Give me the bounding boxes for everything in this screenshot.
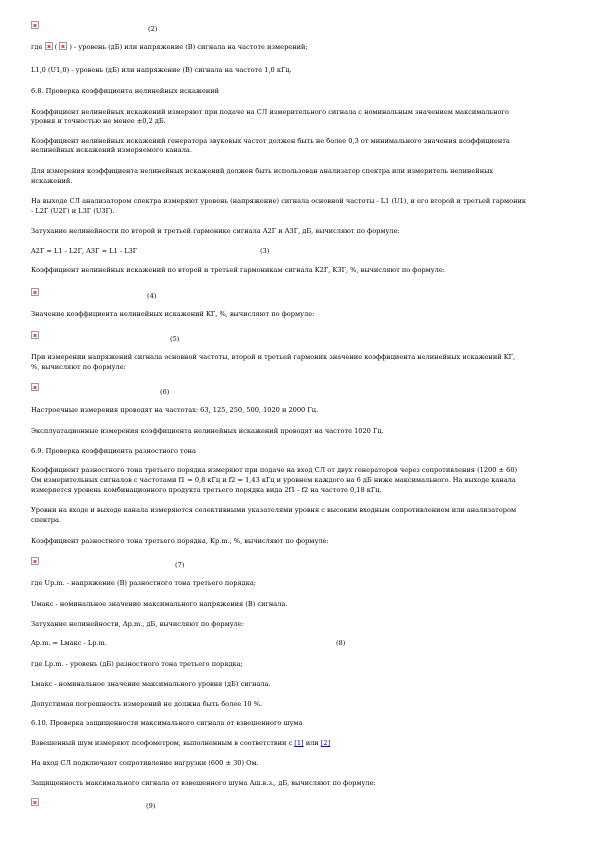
broken-image-icon bbox=[31, 557, 39, 565]
section-heading: 6.10. Проверка защищенности максимального сигнала от взвешенного шума bbox=[31, 719, 303, 727]
text-line: Затухание нелинейности, Ap.m., дБ, вычисляют по формуле: bbox=[31, 620, 244, 628]
equation-number: (7) bbox=[175, 561, 185, 569]
text-line: Настроечные измерения проводят на частотах: 63, 125, 250, 500, 1020 и 2000 Гц. bbox=[31, 406, 319, 414]
text-line bbox=[31, 739, 561, 748]
text-line: Lмакс - номинальное значение максимального уровня (дБ) сигнала. bbox=[31, 680, 271, 688]
text-line: Для измерения коэффициента нелинейных искажений должен быть использован анализатор спектра или измеритель нелинейных bbox=[31, 167, 494, 175]
text-fragment: ) - уровень (дБ) или напряжение (В) сигнала на частоте измерений; bbox=[67, 43, 308, 51]
text-line: На вход СЛ подключают сопротивление нагрузки (600 ± 30) Ом. bbox=[31, 759, 259, 767]
text-fragment: или bbox=[303, 739, 321, 747]
text-line: Значение коэффициента нелинейных искажений KГ, %, вычисляют по формуле: bbox=[31, 310, 315, 318]
equation-number: (2) bbox=[148, 25, 158, 33]
text-line: где Lp.m. - уровень (дБ) разностного тона третьего порядка; bbox=[31, 660, 243, 668]
formula-6-line bbox=[31, 383, 561, 393]
reference-link-1[interactable]: [1] bbox=[294, 739, 304, 747]
broken-image-icon bbox=[31, 21, 39, 29]
equation-number: (4) bbox=[147, 292, 157, 300]
text-line: Эксплуатационные измерения коэффициента нелинейных искажений проводят на частоте 1020 Гц. bbox=[31, 427, 384, 435]
text-line: где Up.m. - напряжение (В) разностного тона третьего порядка; bbox=[31, 579, 256, 587]
text-line: Коэффициент нелинейных искажений по второй и третьей гармоникам сигнала K2Г, K3Г, %, вычисляют по формуле: bbox=[31, 266, 445, 274]
text-line: - L2Г (U2Г) и L3Г (U3Г). bbox=[31, 207, 115, 215]
text-line: нелинейных искажений измеряемого канала. bbox=[31, 146, 192, 154]
formula-5-line bbox=[31, 331, 561, 341]
text-line: При измерении напряжений сигнала основной частоты, второй и третьей гармоник значение коэффициента нелинейных искажений KГ, bbox=[31, 353, 516, 361]
broken-image-icon bbox=[45, 42, 53, 50]
formula-line: A2Г = L1 - L2Г, A3Г = L1 - L3Г bbox=[31, 247, 138, 255]
reference-link-2[interactable]: [2] bbox=[320, 739, 331, 747]
section-heading: 6.9. Проверка коэффициента разностного тона bbox=[31, 447, 196, 455]
text-line: Уровни на входе и выходе канала измеряются селективными указателями уровня с высоким входным сопротивлением или анализатором bbox=[31, 506, 517, 514]
broken-image-icon bbox=[31, 331, 39, 339]
formula-7-line bbox=[31, 557, 561, 567]
text-line: искажений. bbox=[31, 177, 73, 185]
text-line: Затухание нелинейности по второй и третьей гармонике сигнала A2Г и A3Г, дБ, вычисляют по формуле: bbox=[31, 227, 400, 235]
text-line: На выходе СЛ анализатором спектра измеряют уровень (напряжение) сигнала основной частоты - L1 (U1), и его второй и третьей гармоник bbox=[31, 197, 526, 205]
text-line bbox=[31, 42, 561, 52]
text-line: измеряется уровень комбинационного продукта третьего порядка вида 2f1 - f2 на частоте 0,18 кГц. bbox=[31, 486, 382, 494]
formula-2-line bbox=[31, 21, 561, 31]
text-line: Коэффициент разностного тона третьего порядка измеряют при подаче на вход СЛ от двух генераторов через сопротивления (1200 ± 60) bbox=[31, 466, 518, 474]
section-heading: 6.8. Проверка коэффициента нелинейных искажений bbox=[31, 87, 220, 95]
equation-number: (9) bbox=[146, 802, 156, 810]
text-fragment: где bbox=[31, 43, 45, 51]
broken-image-icon bbox=[31, 383, 39, 391]
broken-image-icon bbox=[31, 288, 39, 296]
text-line: %, вычисляют по формуле: bbox=[31, 363, 126, 371]
text-line: Ом измерительных сигналов с частотами f1 = 0,8 кГц и f2 = 1,43 кГц и уровнем каждого на 6 дБ ниже максимального. На выходе канала bbox=[31, 476, 516, 484]
text-line: Коэффициент разностного тона третьего порядка, Kp.m., %, вычисляют по формуле: bbox=[31, 537, 329, 545]
broken-image-icon bbox=[31, 798, 39, 806]
text-line: Коэффициент нелинейных искажений генератора звуковых частот должен быть не более 0,3 от минимального значения коэффициента bbox=[31, 137, 510, 145]
formula-9-line bbox=[31, 798, 561, 808]
text-line: L1,0 (U1,0) - уровень (дБ) или напряжение (В) сигнала на частоте 1,0 кГц. bbox=[31, 66, 292, 74]
text-line: Допустимая погрешность измерений не должна быть более 10 %. bbox=[31, 700, 263, 708]
equation-number: (5) bbox=[170, 335, 180, 343]
equation-number: (8) bbox=[336, 639, 346, 647]
text-line: Защищенность максимального сигнала от взвешенного шума Aш.в.з., дБ, вычисляют по формуле: bbox=[31, 779, 376, 787]
text-line: Коэффициент нелинейных искажений измеряют при подаче на СЛ измерительного сигнала с номинальным значением максимального bbox=[31, 108, 509, 116]
equation-number: (3) bbox=[260, 247, 270, 255]
broken-image-icon bbox=[59, 42, 67, 50]
text-line: уровня и точностью не менее ±0,2 дБ. bbox=[31, 117, 166, 125]
text-fragment: Взвешенный шум измеряют псофометром, выполненным в соответствии с bbox=[31, 739, 295, 747]
formula-line: Ap.m. = Lмакс - Lp.m. bbox=[31, 639, 107, 647]
formula-4-line bbox=[31, 288, 561, 298]
equation-number: (6) bbox=[160, 388, 170, 396]
text-line: Uмакс - номинальное значение максимального напряжения (В) сигнала. bbox=[31, 600, 288, 608]
text-line: спектра. bbox=[31, 516, 62, 524]
text-fragment: ( bbox=[52, 43, 60, 51]
